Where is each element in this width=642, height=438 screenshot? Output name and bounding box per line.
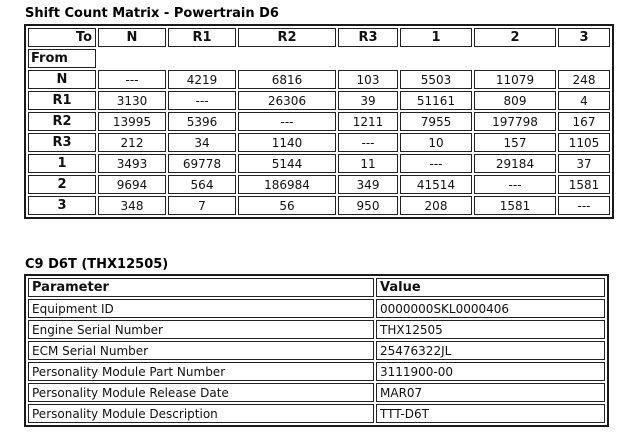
column-header: N xyxy=(98,28,166,47)
count-cell: 4 xyxy=(558,91,610,110)
count-cell: 103 xyxy=(338,70,398,89)
count-cell: 564 xyxy=(168,175,236,194)
blank-cell xyxy=(474,49,556,68)
count-cell: 950 xyxy=(338,196,398,215)
parameter-value: THX12505 xyxy=(376,320,605,339)
count-cell: 26306 xyxy=(238,91,336,110)
count-cell: --- xyxy=(474,175,556,194)
count-cell: 5144 xyxy=(238,154,336,173)
row-header: 3 xyxy=(28,196,96,215)
count-cell: --- xyxy=(98,70,166,89)
count-cell: 348 xyxy=(98,196,166,215)
blank-cell xyxy=(400,49,472,68)
count-cell: 39 xyxy=(338,91,398,110)
count-cell: 7 xyxy=(168,196,236,215)
blank-cell xyxy=(168,49,236,68)
row-header: R1 xyxy=(28,91,96,110)
parameters-title: C9 D6T (THX12505) xyxy=(25,257,169,272)
parameter-name: Personality Module Release Date xyxy=(28,383,374,402)
count-cell: 41514 xyxy=(400,175,472,194)
count-cell: 56 xyxy=(238,196,336,215)
row-header: N xyxy=(28,70,96,89)
count-cell: 69778 xyxy=(168,154,236,173)
from-label: From xyxy=(28,49,96,68)
count-cell: 4219 xyxy=(168,70,236,89)
shift-count-matrix xyxy=(24,24,614,219)
parameter-value: 3111900-00 xyxy=(376,362,605,381)
count-cell: 1581 xyxy=(474,196,556,215)
row-header: R3 xyxy=(28,133,96,152)
count-cell: 3493 xyxy=(98,154,166,173)
count-cell: 809 xyxy=(474,91,556,110)
count-cell: --- xyxy=(558,196,610,215)
table-row xyxy=(28,320,605,339)
table-row xyxy=(28,91,610,110)
count-cell: 11 xyxy=(338,154,398,173)
parameter-value: TTT-D6T xyxy=(376,404,605,423)
parameter-value: 0000000SKL0000406 xyxy=(376,299,605,318)
count-cell: 3130 xyxy=(98,91,166,110)
blank-cell xyxy=(98,49,166,68)
row-header: 2 xyxy=(28,175,96,194)
table-row xyxy=(28,70,610,89)
parameter-column-header: Parameter xyxy=(28,278,374,297)
count-cell: 248 xyxy=(558,70,610,89)
row-header: 1 xyxy=(28,154,96,173)
column-header: 2 xyxy=(474,28,556,47)
blank-cell xyxy=(338,49,398,68)
table-row xyxy=(28,175,610,194)
count-cell: 5503 xyxy=(400,70,472,89)
count-cell: 5396 xyxy=(168,112,236,131)
to-label: To xyxy=(28,28,96,47)
parameter-value: MAR07 xyxy=(376,383,605,402)
parameter-name: Personality Module Part Number xyxy=(28,362,374,381)
table-row xyxy=(28,154,610,173)
count-cell: 212 xyxy=(98,133,166,152)
count-cell: 9694 xyxy=(98,175,166,194)
blank-cell xyxy=(238,49,336,68)
matrix-title: Shift Count Matrix - Powertrain D6 xyxy=(25,6,279,21)
count-cell: --- xyxy=(168,91,236,110)
column-header: R3 xyxy=(338,28,398,47)
column-header: R2 xyxy=(238,28,336,47)
count-cell: --- xyxy=(400,154,472,173)
matrix-header-row xyxy=(28,28,610,47)
table-row xyxy=(28,112,610,131)
table-row xyxy=(28,196,610,215)
parameter-name: Equipment ID xyxy=(28,299,374,318)
parameters-table xyxy=(24,274,609,427)
count-cell: --- xyxy=(238,112,336,131)
column-header: 3 xyxy=(558,28,610,47)
parameter-name: Engine Serial Number xyxy=(28,320,374,339)
count-cell: 208 xyxy=(400,196,472,215)
table-row xyxy=(28,341,605,360)
count-cell: 29184 xyxy=(474,154,556,173)
count-cell: 349 xyxy=(338,175,398,194)
count-cell: 51161 xyxy=(400,91,472,110)
count-cell: 1105 xyxy=(558,133,610,152)
value-column-header: Value xyxy=(376,278,605,297)
table-row xyxy=(28,404,605,423)
column-header: R1 xyxy=(168,28,236,47)
table-row xyxy=(28,383,605,402)
parameter-name: ECM Serial Number xyxy=(28,341,374,360)
from-label-row xyxy=(28,49,610,68)
count-cell: 167 xyxy=(558,112,610,131)
parameter-name: Personality Module Description xyxy=(28,404,374,423)
count-cell: 1140 xyxy=(238,133,336,152)
table-row xyxy=(28,133,610,152)
count-cell: 6816 xyxy=(238,70,336,89)
count-cell: 157 xyxy=(474,133,556,152)
table-row xyxy=(28,299,605,318)
row-header: R2 xyxy=(28,112,96,131)
count-cell: 1581 xyxy=(558,175,610,194)
count-cell: 13995 xyxy=(98,112,166,131)
count-cell: 197798 xyxy=(474,112,556,131)
parameters-header-row xyxy=(28,278,605,297)
count-cell: 11079 xyxy=(474,70,556,89)
count-cell: 37 xyxy=(558,154,610,173)
table-row xyxy=(28,362,605,381)
column-header: 1 xyxy=(400,28,472,47)
blank-cell xyxy=(558,49,610,68)
count-cell: --- xyxy=(338,133,398,152)
count-cell: 10 xyxy=(400,133,472,152)
count-cell: 34 xyxy=(168,133,236,152)
count-cell: 186984 xyxy=(238,175,336,194)
count-cell: 1211 xyxy=(338,112,398,131)
count-cell: 7955 xyxy=(400,112,472,131)
parameter-value: 25476322JL xyxy=(376,341,605,360)
